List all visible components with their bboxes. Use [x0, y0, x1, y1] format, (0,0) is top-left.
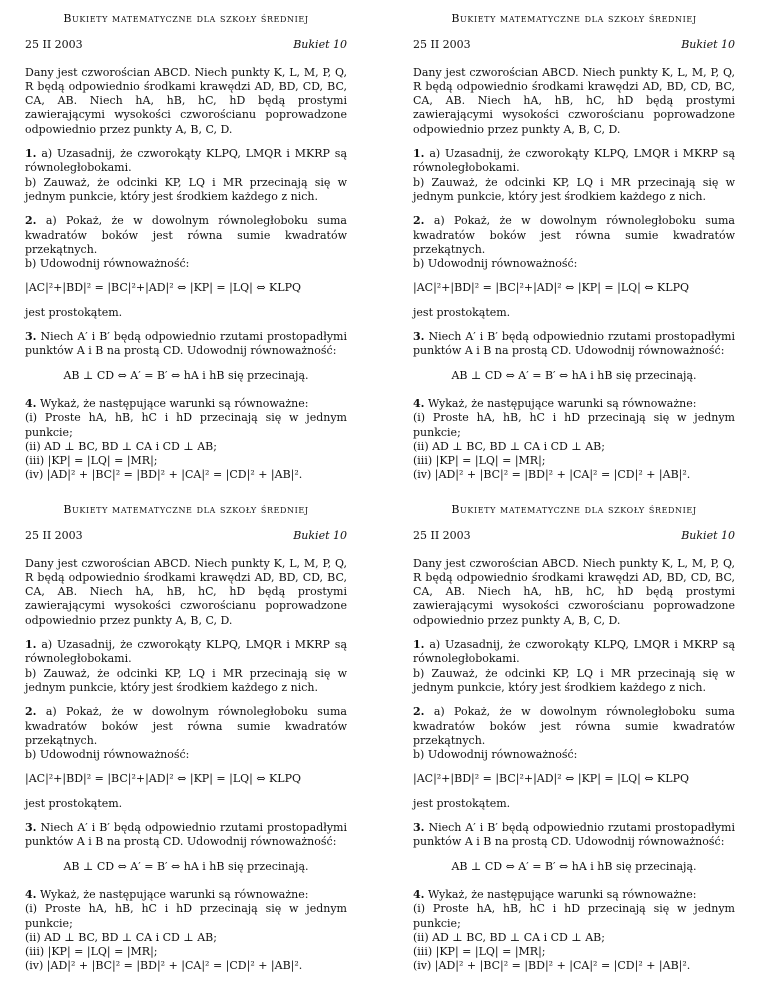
problem-3-number: 3. [25, 330, 37, 344]
problem-4 [25, 888, 347, 974]
problem-1-number: 1. [25, 638, 37, 652]
problem-2 [413, 214, 735, 271]
problem-2-part-b: b) Udowodnij równoważność: [25, 748, 190, 762]
date-row [25, 529, 347, 543]
problem-4-item-i: (i) Proste hA, hB, hC i hD przecinają się w jednym punkcie; [413, 902, 735, 930]
problem-card-bottom-left [25, 503, 347, 984]
problem-1-part-a: a) Uzasadnij, że czworokąty KLPQ, LMQR i MKRP są równoległobokami. [413, 147, 736, 175]
problem-2-part-a: a) Pokaż, że w dowolnym równoległoboku suma kwadratów boków jest równa sumie kwadratów przekątnych. [25, 214, 347, 256]
problem-card-top-right [413, 12, 735, 493]
problem-3 [25, 330, 347, 359]
problem-3-text: Niech A′ i B′ będą odpowiednio rzutami prostopadłymi punktów A i B na prostą CD. Udowodnij równoważność: [413, 821, 735, 849]
card-header: Bukiety matematyczne dla szkoły średniej [63, 503, 309, 516]
problem-4-item-ii: (ii) AD ⊥ BC, BD ⊥ CA i CD ⊥ AB; [413, 930, 605, 944]
date-row [25, 38, 347, 52]
problem-1-number: 1. [25, 147, 37, 161]
card-date: 25 II 2003 [413, 38, 471, 52]
problem-3 [25, 821, 347, 850]
problem-4-number: 4. [413, 887, 425, 901]
card-date: 25 II 2003 [25, 529, 83, 543]
problem-2-number: 2. [413, 214, 425, 228]
problem-2-number: 2. [25, 214, 37, 228]
problem-4-text: Wykaż, że następujące warunki są równoważne: [427, 396, 697, 410]
problem-4-text: Wykaż, że następujące warunki są równoważne: [39, 887, 309, 901]
intro-text: Dany jest czworościan ABCD. Niech punkty K, L, M, P, Q, R będą odpowiednio środkami krawędzi AD, BD, CD, BC, CA, AB. Niech hA, hB, hC, hD będą prostymi zawierającymi wysokości czworościanu poprowadzone odpowiednio przez punkty A, B, C, D. [413, 556, 735, 627]
problem-2-part-b: b) Udowodnij równoważność: [25, 257, 190, 271]
problem-1-part-a: a) Uzasadnij, że czworokąty KLPQ, LMQR i MKRP są równoległobokami. [25, 147, 348, 175]
problem-4-item-i: (i) Proste hA, hB, hC i hD przecinają się w jednym punkcie; [25, 902, 347, 930]
problem-1 [25, 638, 347, 695]
card-header: Bukiety matematyczne dla szkoły średniej [63, 12, 309, 25]
card-date: 25 II 2003 [25, 38, 83, 52]
bukiet-number: Bukiet 10 [293, 529, 347, 543]
problem-4-item-i: (i) Proste hA, hB, hC i hD przecinają się w jednym punkcie; [413, 411, 735, 439]
intro-text: Dany jest czworościan ABCD. Niech punkty K, L, M, P, Q, R będą odpowiednio środkami krawędzi AD, BD, CD, BC, CA, AB. Niech hA, hB, hC, hD będą prostymi zawierającymi wysokości czworościanu poprowadzone odpowiednio przez punkty A, B, C, D. [25, 65, 347, 136]
problem-1-part-a: a) Uzasadnij, że czworokąty KLPQ, LMQR i MKRP są równoległobokami. [413, 638, 736, 666]
problem-1 [25, 147, 347, 204]
problem-2-tail: jest prostokątem. [25, 305, 123, 319]
problem-2-tail: jest prostokątem. [413, 305, 511, 319]
problem-4-item-iii: (iii) |KP| = |LQ| = |MR|; [413, 454, 546, 468]
problem-4-number: 4. [25, 396, 37, 410]
problem-2-number: 2. [413, 705, 425, 719]
problem-4-item-iv: (iv) |AD|² + |BC|² = |BD|² + |CA|² = |CD|² + |AB|². [25, 468, 303, 482]
problem-2 [25, 705, 347, 762]
problem-2-tail: jest prostokątem. [413, 796, 511, 810]
problem-card-top-left [25, 12, 347, 493]
problem-4-item-iv: (iv) |AD|² + |BC|² = |BD|² + |CA|² = |CD|² + |AB|². [25, 959, 303, 973]
problem-4 [25, 397, 347, 483]
problem-3-number: 3. [413, 330, 425, 344]
problem-3-number: 3. [413, 821, 425, 835]
problem-3-equation: AB ⊥ CD ⇔ A′ = B′ ⇔ hA i hB się przecinają. [63, 368, 309, 382]
problem-3-equation: AB ⊥ CD ⇔ A′ = B′ ⇔ hA i hB się przecinają. [451, 368, 697, 382]
problem-3-text: Niech A′ i B′ będą odpowiednio rzutami prostopadłymi punktów A i B na prostą CD. Udowodnij równoważność: [25, 330, 347, 358]
problem-2-equation: |AC|²+|BD|² = |BC|²+|AD|² ⇔ |KP| = |LQ| ⇔ KLPQ [413, 281, 689, 295]
intro-text: Dany jest czworościan ABCD. Niech punkty K, L, M, P, Q, R będą odpowiednio środkami krawędzi AD, BD, CD, BC, CA, AB. Niech hA, hB, hC, hD będą prostymi zawierającymi wysokości czworościanu poprowadzone odpowiednio przez punkty A, B, C, D. [413, 65, 735, 136]
problem-3-equation: AB ⊥ CD ⇔ A′ = B′ ⇔ hA i hB się przecinają. [451, 859, 697, 873]
date-row [413, 529, 735, 543]
problem-3-text: Niech A′ i B′ będą odpowiednio rzutami prostopadłymi punktów A i B na prostą CD. Udowodnij równoważność: [413, 330, 735, 358]
problem-1-part-b: b) Zauważ, że odcinki KP, LQ i MR przecinają się w jednym punkcie, który jest środkiem każdego z nich. [413, 175, 735, 203]
date-row [413, 38, 735, 52]
problem-3-number: 3. [25, 821, 37, 835]
problem-2 [25, 214, 347, 271]
problem-4-item-ii: (ii) AD ⊥ BC, BD ⊥ CA i CD ⊥ AB; [25, 930, 217, 944]
problem-2-tail: jest prostokątem. [25, 796, 123, 810]
problem-2-part-b: b) Udowodnij równoważność: [413, 257, 578, 271]
problem-2-number: 2. [25, 705, 37, 719]
problem-2-equation: |AC|²+|BD|² = |BC|²+|AD|² ⇔ |KP| = |LQ| ⇔ KLPQ [25, 281, 301, 295]
problem-4-item-iv: (iv) |AD|² + |BC|² = |BD|² + |CA|² = |CD|² + |AB|². [413, 468, 691, 482]
problem-2-part-b: b) Udowodnij równoważność: [413, 748, 578, 762]
problem-4-item-ii: (ii) AD ⊥ BC, BD ⊥ CA i CD ⊥ AB; [25, 439, 217, 453]
card-date: 25 II 2003 [413, 529, 471, 543]
problem-2 [413, 705, 735, 762]
problem-2-equation: |AC|²+|BD|² = |BC|²+|AD|² ⇔ |KP| = |LQ| ⇔ KLPQ [413, 772, 689, 786]
problem-4-text: Wykaż, że następujące warunki są równoważne: [427, 887, 697, 901]
bukiet-number: Bukiet 10 [293, 38, 347, 52]
problem-4-item-i: (i) Proste hA, hB, hC i hD przecinają się w jednym punkcie; [25, 411, 347, 439]
problem-2-part-a: a) Pokaż, że w dowolnym równoległoboku suma kwadratów boków jest równa sumie kwadratów przekątnych. [413, 705, 735, 747]
problem-card-bottom-right [413, 503, 735, 984]
problem-2-part-a: a) Pokaż, że w dowolnym równoległoboku suma kwadratów boków jest równa sumie kwadratów przekątnych. [25, 705, 347, 747]
problem-4 [413, 888, 735, 974]
problem-4-item-iii: (iii) |KP| = |LQ| = |MR|; [25, 454, 158, 468]
problem-1-number: 1. [413, 147, 425, 161]
problem-3 [413, 330, 735, 359]
problem-3-text: Niech A′ i B′ będą odpowiednio rzutami prostopadłymi punktów A i B na prostą CD. Udowodnij równoważność: [25, 821, 347, 849]
problem-1-part-b: b) Zauważ, że odcinki KP, LQ i MR przecinają się w jednym punkcie, który jest środkiem każdego z nich. [413, 666, 735, 694]
problem-4-text: Wykaż, że następujące warunki są równoważne: [39, 396, 309, 410]
problem-4-item-iv: (iv) |AD|² + |BC|² = |BD|² + |CA|² = |CD|² + |AB|². [413, 959, 691, 973]
problem-1-part-b: b) Zauważ, że odcinki KP, LQ i MR przecinają się w jednym punkcie, który jest środkiem każdego z nich. [25, 666, 347, 694]
problem-2-part-a: a) Pokaż, że w dowolnym równoległoboku suma kwadratów boków jest równa sumie kwadratów przekątnych. [413, 214, 735, 256]
problem-4-item-iii: (iii) |KP| = |LQ| = |MR|; [25, 945, 158, 959]
problem-2-equation: |AC|²+|BD|² = |BC|²+|AD|² ⇔ |KP| = |LQ| ⇔ KLPQ [25, 772, 301, 786]
intro-text: Dany jest czworościan ABCD. Niech punkty K, L, M, P, Q, R będą odpowiednio środkami krawędzi AD, BD, CD, BC, CA, AB. Niech hA, hB, hC, hD będą prostymi zawierającymi wysokości czworościanu poprowadzone odpowiednio przez punkty A, B, C, D. [25, 556, 347, 627]
problem-1 [413, 638, 735, 695]
bukiet-number: Bukiet 10 [681, 529, 735, 543]
problem-3-equation: AB ⊥ CD ⇔ A′ = B′ ⇔ hA i hB się przecinają. [63, 859, 309, 873]
problem-1 [413, 147, 735, 204]
problem-4 [413, 397, 735, 483]
problem-1-number: 1. [413, 638, 425, 652]
problem-4-item-iii: (iii) |KP| = |LQ| = |MR|; [413, 945, 546, 959]
problem-4-number: 4. [25, 887, 37, 901]
problem-1-part-a: a) Uzasadnij, że czworokąty KLPQ, LMQR i MKRP są równoległobokami. [25, 638, 348, 666]
card-header: Bukiety matematyczne dla szkoły średniej [451, 503, 697, 516]
card-header: Bukiety matematyczne dla szkoły średniej [451, 12, 697, 25]
problem-1-part-b: b) Zauważ, że odcinki KP, LQ i MR przecinają się w jednym punkcie, który jest środkiem każdego z nich. [25, 175, 347, 203]
problem-4-number: 4. [413, 396, 425, 410]
bukiet-number: Bukiet 10 [681, 38, 735, 52]
problem-3 [413, 821, 735, 850]
problem-4-item-ii: (ii) AD ⊥ BC, BD ⊥ CA i CD ⊥ AB; [413, 439, 605, 453]
